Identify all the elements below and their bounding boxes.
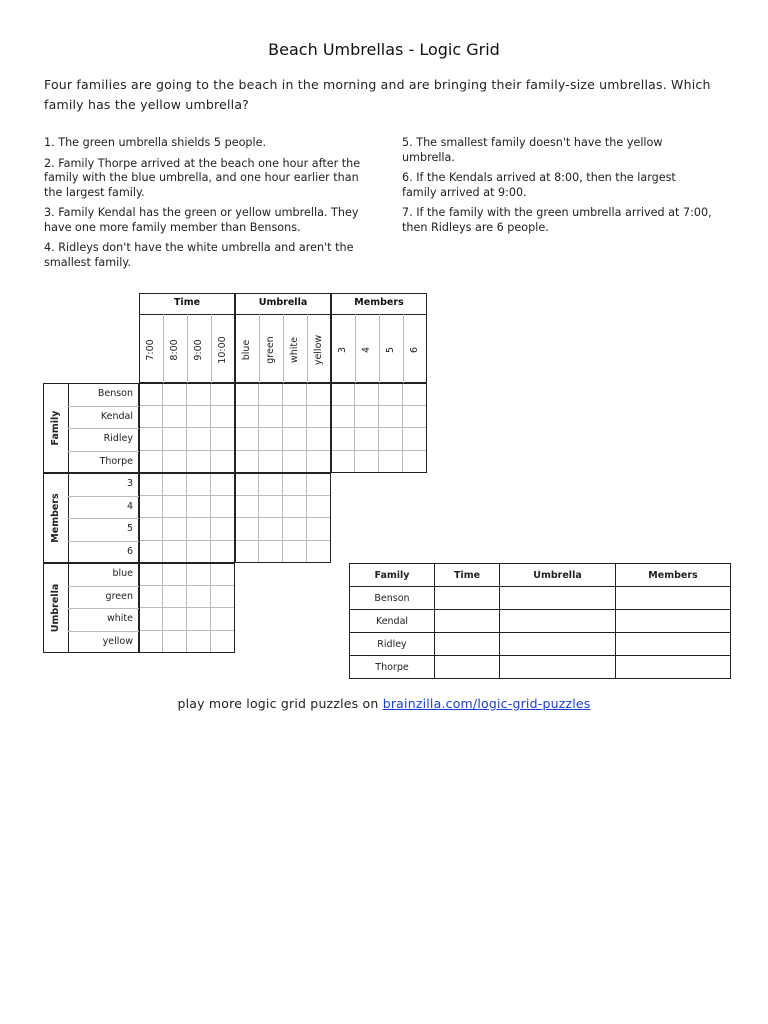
clues-right <box>402 136 712 241</box>
answer-cell[interactable] <box>500 587 616 610</box>
col-item-label: blue <box>241 339 252 361</box>
answer-header-row <box>350 564 731 587</box>
grid-block <box>139 383 235 473</box>
answer-cell[interactable] <box>435 587 500 610</box>
clues-left <box>44 136 374 276</box>
grid-block <box>139 563 235 653</box>
row-header-divider <box>68 518 139 519</box>
answer-row-label: Kendal <box>350 610 435 633</box>
grid-block <box>235 383 331 473</box>
col-item-label: 9:00 <box>193 339 204 361</box>
col-item-label: 10:00 <box>217 336 228 364</box>
col-item-label: 3 <box>337 346 348 354</box>
row-header-divider <box>68 586 139 587</box>
answer-row <box>350 633 731 656</box>
answer-cell[interactable] <box>616 633 731 656</box>
grid-block <box>331 383 427 473</box>
answer-header-time: Time <box>435 564 500 587</box>
footer-link[interactable]: brainzilla.com/logic-grid-puzzles <box>382 696 591 711</box>
clue-4: 4. Ridleys don't have the white umbrella and aren't the smallest family. <box>44 241 354 269</box>
col-header-divider <box>259 314 260 383</box>
answer-header-family: Family <box>350 564 435 587</box>
col-item-label: white <box>289 337 300 363</box>
row-item-label: blue <box>112 568 133 579</box>
row-item-label: 4 <box>126 500 133 512</box>
clue-5: 5. The smallest family doesn't have the yellow umbrella. <box>402 136 663 164</box>
clue-6: 6. If the Kendals arrived at 8:00, then the largest family arrived at 9:00. <box>402 171 676 199</box>
row-item-label: 6 <box>126 545 133 557</box>
answer-table <box>349 563 731 679</box>
row-item-label: green <box>105 590 133 602</box>
answer-row-label: Benson <box>350 587 435 610</box>
page-title: Beach Umbrellas - Logic Grid <box>268 40 500 59</box>
row-header-divider <box>68 428 139 429</box>
col-header-divider <box>379 314 380 383</box>
col-group-title: Time <box>173 297 201 308</box>
answer-row-label: Thorpe <box>350 656 435 679</box>
row-item-label: Thorpe <box>99 455 133 467</box>
row-header-divider <box>68 496 139 497</box>
col-header-divider <box>211 314 212 383</box>
clue-3: 3. Family Kendal has the green or yellow umbrella. They have one more family member than Bensons. <box>44 206 359 234</box>
answer-cell[interactable] <box>500 656 616 679</box>
answer-cell[interactable] <box>500 633 616 656</box>
answer-row <box>350 656 731 679</box>
col-header-divider <box>283 314 284 383</box>
col-item-label: green <box>265 336 276 364</box>
row-header-divider <box>68 608 139 609</box>
answer-cell[interactable] <box>435 656 500 679</box>
col-item-label: 4 <box>361 346 372 354</box>
answer-header-umbrella: Umbrella <box>500 564 616 587</box>
col-item-label: 8:00 <box>169 339 180 361</box>
clue-2: 2. Family Thorpe arrived at the beach one hour after the family with the blue umbrella, and one hour earlier than the largest family. <box>44 156 361 199</box>
col-item-label: 5 <box>385 346 396 354</box>
col-header-divider <box>163 314 164 383</box>
row-item-label: 3 <box>126 478 133 489</box>
col-group-title: Umbrella <box>258 297 308 308</box>
row-item-label: 5 <box>126 523 133 534</box>
answer-cell[interactable] <box>616 610 731 633</box>
answer-row <box>350 587 731 610</box>
col-header-divider <box>307 314 308 383</box>
footer <box>0 696 768 711</box>
row-item-label: Kendal <box>100 410 133 422</box>
row-header-divider <box>68 451 139 452</box>
row-item-label: Ridley <box>103 433 133 444</box>
answer-cell[interactable] <box>500 610 616 633</box>
answer-cell[interactable] <box>435 633 500 656</box>
answer-row-label: Ridley <box>350 633 435 656</box>
grid-block <box>139 473 235 563</box>
col-header-divider <box>187 314 188 383</box>
answer-cell[interactable] <box>616 587 731 610</box>
row-group-title: Members <box>49 493 61 543</box>
row-group-title: Umbrella <box>49 583 61 633</box>
row-header-divider <box>68 631 139 632</box>
col-item-label: yellow <box>313 334 324 366</box>
answer-cell[interactable] <box>616 656 731 679</box>
row-group-title: Family <box>49 410 61 446</box>
answer-header-members: Members <box>616 564 731 587</box>
footer-text: play more logic grid puzzles on <box>177 696 383 711</box>
col-group-title: Members <box>354 297 404 308</box>
col-item-label: 7:00 <box>145 339 156 361</box>
col-item-label: 6 <box>409 346 420 354</box>
clue-7: 7. If the family with the green umbrella arrived at 7:00, then Ridleys are 6 people. <box>402 206 712 234</box>
row-item-label: Benson <box>97 388 133 399</box>
answer-cell[interactable] <box>435 610 500 633</box>
clue-1: 1. The green umbrella shields 5 people. <box>44 136 267 149</box>
row-header-divider <box>68 541 139 542</box>
answer-row <box>350 610 731 633</box>
col-header-divider <box>403 314 404 383</box>
col-header-divider <box>355 314 356 383</box>
row-header-divider <box>68 406 139 407</box>
row-item-label: yellow <box>102 635 133 647</box>
grid-block <box>235 473 331 563</box>
intro-text: Four families are going to the beach in the morning and are bringing their family-size umbrellas. Which family has the yellow umbrella? <box>44 77 711 112</box>
row-item-label: white <box>107 613 133 624</box>
